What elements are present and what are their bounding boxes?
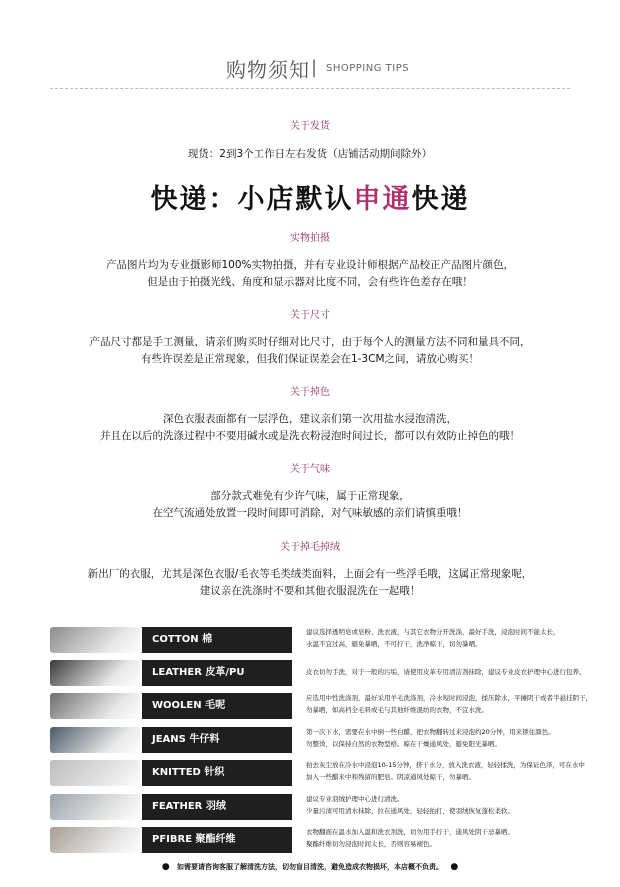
lint-line-1: 新出厂的衣服，尤其是深色衣服/毛衣等毛类绒类面料，上面会有一些浮毛哦，这属正常现象呢， <box>87 568 533 580</box>
care-line: 加入一些醋来中和残留的肥皂。阴凉通风处晾干，勿暴晒。 <box>306 773 475 781</box>
care-label: PFIBRE 聚酯纤维 <box>142 827 292 853</box>
fabric-swatch <box>50 693 140 719</box>
fabric-swatch <box>50 627 140 653</box>
header-divider <box>50 88 570 89</box>
shipping-text: 现货：2到3个工作日左右发货（店铺活动期间除外） <box>187 148 433 160</box>
fabric-swatch <box>50 827 140 853</box>
size-section <box>0 306 620 368</box>
care-description <box>306 726 606 750</box>
size-line-1: 产品尺寸都是手工测量，请亲们购买时仔细对比尺寸，由于每个人的测量方法不同和量具不同， <box>89 336 531 348</box>
fade-line-1: 深色衣服表面都有一层浮色，建议亲们第一次用盐水浸泡清洗， <box>163 413 457 425</box>
fade-line-2: 并且在以后的洗涤过程中不要用碱水或是洗衣粉浸泡时间过长，都可以有效防止掉色的哦！ <box>100 430 520 442</box>
care-line: 聚酯纤维切勿浸泡时间太长，否则容易褪色。 <box>306 840 436 848</box>
header <box>0 0 620 95</box>
care-description <box>306 626 606 650</box>
care-row-knitted <box>50 760 585 786</box>
shipping-heading: 关于发货 <box>290 121 330 132</box>
photo-line-2: 但是由于拍摄光线、角度和显示器对比度不同，会有些许色差存在哦！ <box>147 276 473 288</box>
care-line: 少量污渍可用清水抹除，拉在通风处，轻轻拍打，使羽绒恢复蓬松柔软。 <box>306 807 514 815</box>
express-banner <box>0 177 620 216</box>
fabric-swatch <box>50 727 140 753</box>
odor-line-1: 部分款式难免有少许气味，属于正常现象， <box>210 490 410 502</box>
care-row-woolen <box>50 693 592 719</box>
footer-note <box>0 862 620 872</box>
page-subtitle: SHOPPING TIPS <box>326 63 410 74</box>
care-row-cotton <box>50 627 570 653</box>
fabric-swatch <box>50 794 140 820</box>
odor-section <box>0 460 620 522</box>
care-row-jeans <box>50 727 570 753</box>
header-separator: | <box>311 57 318 78</box>
express-accent: 申通 <box>353 184 412 215</box>
care-row-feather <box>50 794 570 820</box>
care-label: LEATHER 皮革/PU <box>142 660 292 686</box>
footer-text: 如需要请咨询客服了解清洗方法，切勿盲目清洗，避免造成衣物损坏，本店概不负责。 <box>177 863 443 871</box>
care-description <box>306 666 606 678</box>
care-line: 应选用中性洗涤剂，最好采用羊毛洗涤剂，冷水短时间浸泡，揉压除水，平摊阴干或者半悬挂阴干， <box>306 694 592 702</box>
express-prefix: 快递：小店默认 <box>150 184 354 215</box>
size-heading: 关于尺寸 <box>290 310 330 321</box>
care-line: 水温不宜过高，避免暴晒，不可拧干，洗净晾干，切勿暴晒。 <box>306 640 482 648</box>
care-label: JEANS 牛仔料 <box>142 727 292 753</box>
care-line: 皮衣切勿手洗，对于一般的污垢，请使用皮革专用清洁剂抹除，建议专业皮衣护理中心进行包养。 <box>306 668 586 676</box>
care-line: 第一次下水，需要在水中倒一些白醋，把衣物翻转过来浸泡约20分钟，用来锁住颜色。 <box>306 728 555 736</box>
page-title: 购物须知 <box>226 58 310 82</box>
photo-section <box>0 229 620 291</box>
care-line: 建议选择透明皂或皂粉、洗衣液，与其它衣物分开洗涤，最好手洗，浸泡时间不能太长， <box>306 628 560 636</box>
care-description <box>306 759 606 783</box>
care-label: COTTON 棉 <box>142 627 292 653</box>
fade-heading: 关于掉色 <box>290 387 330 398</box>
care-description <box>306 793 606 817</box>
care-row-leather <box>50 660 586 686</box>
fade-section <box>0 383 620 445</box>
care-label: FEATHER 羽绒 <box>142 794 292 820</box>
care-description <box>306 692 606 716</box>
care-description <box>306 826 606 850</box>
care-label: KNITTED 针织 <box>142 760 292 786</box>
care-row-pfibre <box>50 827 570 853</box>
shipping-section <box>0 117 620 163</box>
lint-section <box>0 538 620 600</box>
care-line: 勿暴晒，如高档全毛料或毛与其他纤维混纺的衣物，不宜水洗。 <box>306 706 488 714</box>
care-label: WOOLEN 毛呢 <box>142 693 292 719</box>
photo-heading: 实物拍摄 <box>290 233 330 244</box>
fabric-swatch <box>50 660 140 686</box>
bullet-icon: ● <box>161 862 170 872</box>
express-suffix: 快递 <box>411 184 470 215</box>
fabric-swatch <box>50 760 140 786</box>
lint-line-2: 建议亲在洗涤时不要和其他衣服混洗在一起哦！ <box>199 585 421 597</box>
care-line: 衣物翻面在温水加入温和洗衣剂洗，切勿用手拧干，通风处阴干忌暴晒。 <box>306 828 514 836</box>
photo-line-1: 产品图片均为专业摄影师100%实物拍摄，并有专业设计师根据产品校正产品图片颜色， <box>105 259 515 271</box>
odor-line-2: 在空气流通处放置一段时间即可消除，对气味敏感的亲们请慎重哦！ <box>152 507 468 519</box>
lint-heading: 关于掉毛掉绒 <box>280 542 340 553</box>
bullet-icon: ● <box>450 862 459 872</box>
care-line: 勿整烫，以保持自然的衣物型格。晾在干燥通风处，避免阳光暴晒。 <box>306 740 501 748</box>
size-line-2: 有些许误差是正常现象，但我们保证误差会在1-3CM之间，请放心购买！ <box>140 353 480 365</box>
care-line: 建议专业羽绒护理中心进行清洗。 <box>306 795 404 803</box>
care-line: 拍去灰尘放在冷水中浸泡10-15分钟，挤干水分，放入洗衣液，轻轻揉洗，为保证色泽，可在水中 <box>306 761 585 769</box>
odor-heading: 关于气味 <box>290 464 330 475</box>
